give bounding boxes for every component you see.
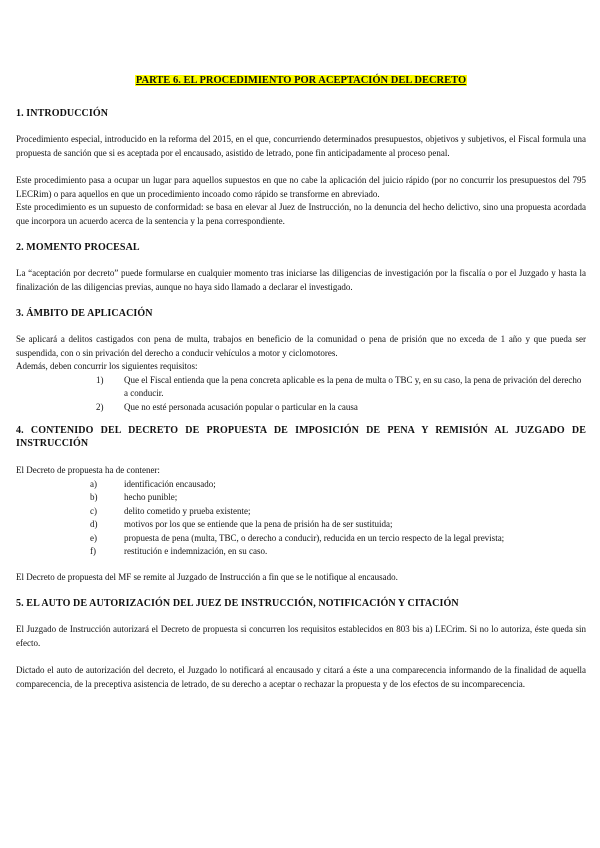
- paragraph: Este procedimiento es un supuesto de conformidad: se basa en elevar al Juez de Instrucción, no la denuncia del hecho delictivo, sino una propuesta acordada que incorpora un acuerdo acerca de la sentencia y la pena correspondiente.: [16, 202, 586, 226]
- list-item: [16, 505, 586, 519]
- section-heading-contenido-decreto: 4. CONTENIDO DEL DECRETO DE PROPUESTA DE IMPOSICIÓN DE PENA Y REMISIÓN AL JUZGADO DE INSTRUCCIÓN: [16, 425, 586, 449]
- list-item: [16, 374, 586, 401]
- list-item: [16, 518, 586, 532]
- list-item-text: identificación encausado;: [124, 478, 216, 489]
- section-heading-momento-procesal: 2. MOMENTO PROCESAL: [16, 242, 140, 253]
- section-heading-introduccion: 1. INTRODUCCIÓN: [16, 108, 109, 119]
- list-item: [16, 545, 586, 559]
- requirements-list: [16, 374, 586, 415]
- paragraph: El Decreto de propuesta ha de contener:: [16, 465, 160, 475]
- paragraph: Además, deben concurrir los siguientes requisitos:: [16, 361, 198, 371]
- list-item-text: restitución e indemnización, en su caso.: [124, 546, 268, 556]
- paragraph: Procedimiento especial, introducido en la reforma del 2015, en el que, concurriendo determinados presupuestos, objetivos y subjetivos, el Fiscal formula una propuesta de sanción que si es aceptada por el encausado, asistido de letrado, pone fin anticipadamente al proceso penal.: [16, 134, 586, 158]
- list-item-letter: e): [90, 532, 97, 543]
- list-item-text: Que el Fiscal entienda que la pena concreta aplicable es la pena de multa o TBC y, en su caso, la pena de privación del derecho a conducir.: [124, 374, 582, 398]
- paragraph: La “aceptación por decreto” puede formularse en cualquier momento tras iniciarse las diligencias de investigación por la fiscalía o por el Juzgado y hasta la finalización de las diligencias previas, aunque no haya sido llamado a declarar el investigado.: [16, 268, 586, 292]
- section-heading-auto-autorizacion: 5. EL AUTO DE AUTORIZACIÓN DEL JUEZ DE INSTRUCCIÓN, NOTIFICACIÓN Y CITACIÓN: [16, 598, 459, 609]
- section-heading-ambito: 3. ÁMBITO DE APLICACIÓN: [16, 308, 153, 319]
- list-item-text: Que no esté personada acusación popular o particular en la causa: [124, 401, 358, 412]
- paragraph: El Decreto de propuesta del MF se remite al Juzgado de Instrucción a fin que se le notifique al encausado.: [16, 571, 398, 582]
- list-item-letter: b): [90, 492, 98, 502]
- list-item-text: motivos por los que se entiende que la pena de prisión ha de ser sustituida;: [124, 519, 393, 529]
- list-item-text: delito cometido y prueba existente;: [124, 505, 251, 516]
- list-item-number: 2): [96, 401, 104, 412]
- list-item-letter: f): [90, 546, 96, 556]
- list-item-number: 1): [96, 374, 104, 385]
- title-wrap: [16, 70, 586, 88]
- paragraph: El Juzgado de Instrucción autorizará el Decreto de propuesta si concurren los requisitos establecidos en 803 bis a) LECrim. Si no lo autoriza, éste queda sin efecto.: [16, 624, 586, 648]
- list-item-letter: a): [90, 478, 97, 489]
- list-item-letter: d): [90, 519, 98, 529]
- list-item: [16, 478, 586, 492]
- paragraph: Dictado el auto de autorización del decreto, el Juzgado lo notificará al encausado y citará a éste a una comparecencia informando de la finalidad de aquella comparecencia, de la preceptiva asistencia de letrado, de su derecho a aceptar o rechazar la propuesta y de los efectos de su incomparecencia.: [16, 665, 586, 689]
- list-item: [16, 401, 586, 415]
- list-item: [16, 491, 586, 505]
- list-item: [16, 532, 586, 546]
- document-title: PARTE 6. EL PROCEDIMIENTO POR ACEPTACIÓN DEL DECRETO: [135, 75, 467, 86]
- decree-contents-list: [16, 478, 586, 559]
- paragraph: Este procedimiento pasa a ocupar un lugar para aquellos supuestos en que no cabe la aplicación del juicio rápido (por no concurrir los presupuestos del 795 LECRim) o para aquellos en que un procedimiento incoado como rápido se transforme en abreviado.: [16, 175, 586, 199]
- list-item-letter: c): [90, 505, 97, 516]
- list-item-text: propuesta de pena (multa, TBC, o derecho a conducir), reducida en un tercio respecto de la legal prevista;: [124, 532, 505, 543]
- paragraph: Se aplicará a delitos castigados con pena de multa, trabajos en beneficio de la comunidad o pena de prisión que no exceda de 1 año y que pueda ser suspendida, con o sin privación del derecho a conducir vehículos a motor y ciclomotores.: [16, 334, 586, 358]
- list-item-text: hecho punible;: [124, 492, 178, 502]
